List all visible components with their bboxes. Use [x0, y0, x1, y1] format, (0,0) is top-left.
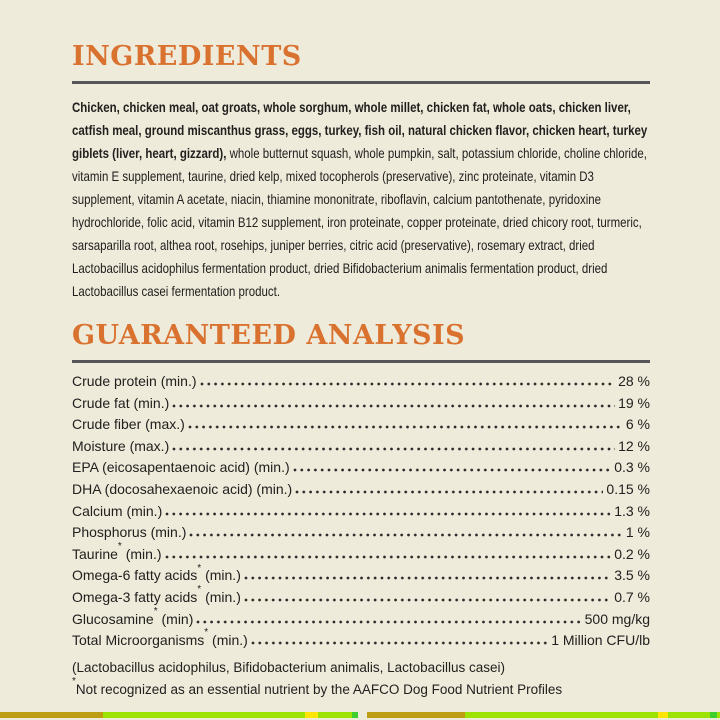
analysis-row: [72, 395, 650, 417]
analysis-row: [72, 416, 650, 438]
leader-dots: [244, 576, 611, 580]
stripe-segment: [0, 712, 103, 718]
stripe-segment: [710, 712, 717, 718]
disclaimer-asterisk: *: [72, 676, 76, 688]
bottom-color-stripe: [0, 712, 720, 718]
leader-dots: [188, 425, 623, 429]
analysis-row-value: 1 Million CFU/lb: [551, 632, 650, 649]
guaranteed-analysis-heading: GUARANTEED ANALYSIS: [72, 320, 466, 351]
analysis-row-value: 500 mg/kg: [584, 610, 650, 627]
analysis-row-label: Moisture (max.): [72, 437, 170, 454]
analysis-row: [72, 503, 650, 525]
analysis-row-label: Crude fat (min.): [72, 394, 170, 411]
label-content: [72, 42, 650, 701]
analysis-row: [72, 562, 650, 589]
ingredients-heading: INGREDIENTS: [72, 41, 302, 72]
analysis-row-label: Omega-3 fatty acids* (min.): [72, 584, 241, 605]
leader-dots: [172, 447, 615, 451]
stripe-segment: [103, 712, 305, 718]
ingredients-primary-list: Chicken, chicken meal, oat groats, whole sorghum, whole millet, chicken fat, whole oats, chicken liver, catfish meal, ground miscanthus grass, eggs, turkey, fish oil, natural chicken flavor, chicken heart, turkey giblets (liver, heart, gizzard),: [72, 99, 648, 161]
leader-dots: [244, 598, 611, 602]
analysis-row-value: 0.15 %: [606, 480, 650, 497]
microorganisms-footnote: (Lactobacillus acidophilus, Bifidobacterium animalis, Lactobacillus casei): [72, 659, 505, 675]
analysis-row: [72, 605, 650, 633]
analysis-table: [72, 373, 650, 654]
ingredients-text: [72, 96, 650, 303]
analysis-row: [72, 459, 650, 481]
stripe-segment: [358, 712, 367, 718]
analysis-row-value: 28 %: [618, 373, 650, 389]
leader-dots: [200, 382, 616, 386]
analysis-row: [72, 541, 650, 568]
analysis-row-value: 19 %: [618, 394, 650, 411]
analysis-row-value: 0.7 %: [614, 588, 650, 605]
analysis-row: [72, 438, 650, 460]
leader-dots: [165, 512, 611, 516]
leader-dots: [251, 641, 548, 645]
leader-dots: [295, 490, 603, 494]
section-divider: [72, 81, 650, 84]
analysis-row: [72, 481, 650, 503]
analysis-row-value: 1 %: [625, 524, 650, 541]
analysis-row-value: 0.3 %: [614, 459, 650, 476]
leader-dots: [172, 404, 615, 408]
analysis-row-label: Total Microorganisms* (min.): [72, 627, 248, 649]
disclaimer-text: Not recognized as an essential nutrient by the AAFCO Dog Food Nutrient Profiles: [75, 681, 563, 697]
analysis-row-label: Crude protein (min.): [72, 373, 197, 389]
ingredients-secondary-list: whole butternut squash, whole pumpkin, salt, potassium chloride, choline chloride, vitamin E supplement, taurine, dried kelp, mixed tocopherols (preservative), zinc proteinate, vitamin D3 supplement, vitamin A acetate, niacin, thiamine mononitrate, riboflavin, calcium pantothenate, pyridoxine hydrochloride, folic acid, vitamin B12 supplement, iron proteinate, copper proteinate, dried chicory root, turmeric, sarsaparilla root, althea root, rosehips, juniper berries, citric acid (preservative), rosemary extract, dried Lactobacillus acidophilus fermentation product, dried Bifidobacterium animalis fermentation product, dried Lactobacillus casei fermentation product.: [72, 145, 647, 299]
ingredients-section: [72, 42, 650, 303]
leader-dots: [165, 555, 612, 559]
analysis-row-label: Crude fiber (max.): [72, 416, 185, 433]
analysis-row: [72, 627, 650, 654]
analysis-row-value: 1.3 %: [614, 502, 650, 519]
analysis-row-label: Glucosamine* (min): [72, 605, 194, 627]
aafco-disclaimer: [72, 676, 650, 701]
leader-dots: [189, 533, 622, 537]
analysis-row-label: Calcium (min.): [72, 502, 163, 519]
stripe-segment: [465, 712, 658, 718]
section-divider: [72, 360, 650, 363]
stripe-segment: [658, 712, 668, 718]
stripe-segment: [668, 712, 710, 718]
analysis-row-value: 0.2 %: [614, 545, 650, 562]
leader-dots: [293, 468, 612, 472]
guaranteed-analysis-section: [72, 321, 650, 701]
analysis-row-label: EPA (eicosapentaenoic acid) (min.): [72, 459, 290, 476]
analysis-row-label: DHA (docosahexaenoic acid) (min.): [72, 480, 293, 497]
analysis-row: [72, 524, 650, 546]
stripe-segment: [305, 712, 318, 718]
analysis-row-label: Phosphorus (min.): [72, 524, 187, 541]
analysis-row-label: Taurine* (min.): [72, 541, 162, 562]
analysis-row: [72, 584, 650, 611]
analysis-row-value: 3.5 %: [614, 567, 650, 584]
analysis-row-value: 12 %: [618, 437, 650, 454]
analysis-row: [72, 373, 650, 395]
stripe-segment: [367, 712, 465, 718]
analysis-row-value: 6 %: [625, 416, 650, 433]
stripe-segment: [318, 712, 352, 718]
analysis-row-label: Omega-6 fatty acids* (min.): [72, 562, 241, 584]
leader-dots: [196, 620, 581, 624]
